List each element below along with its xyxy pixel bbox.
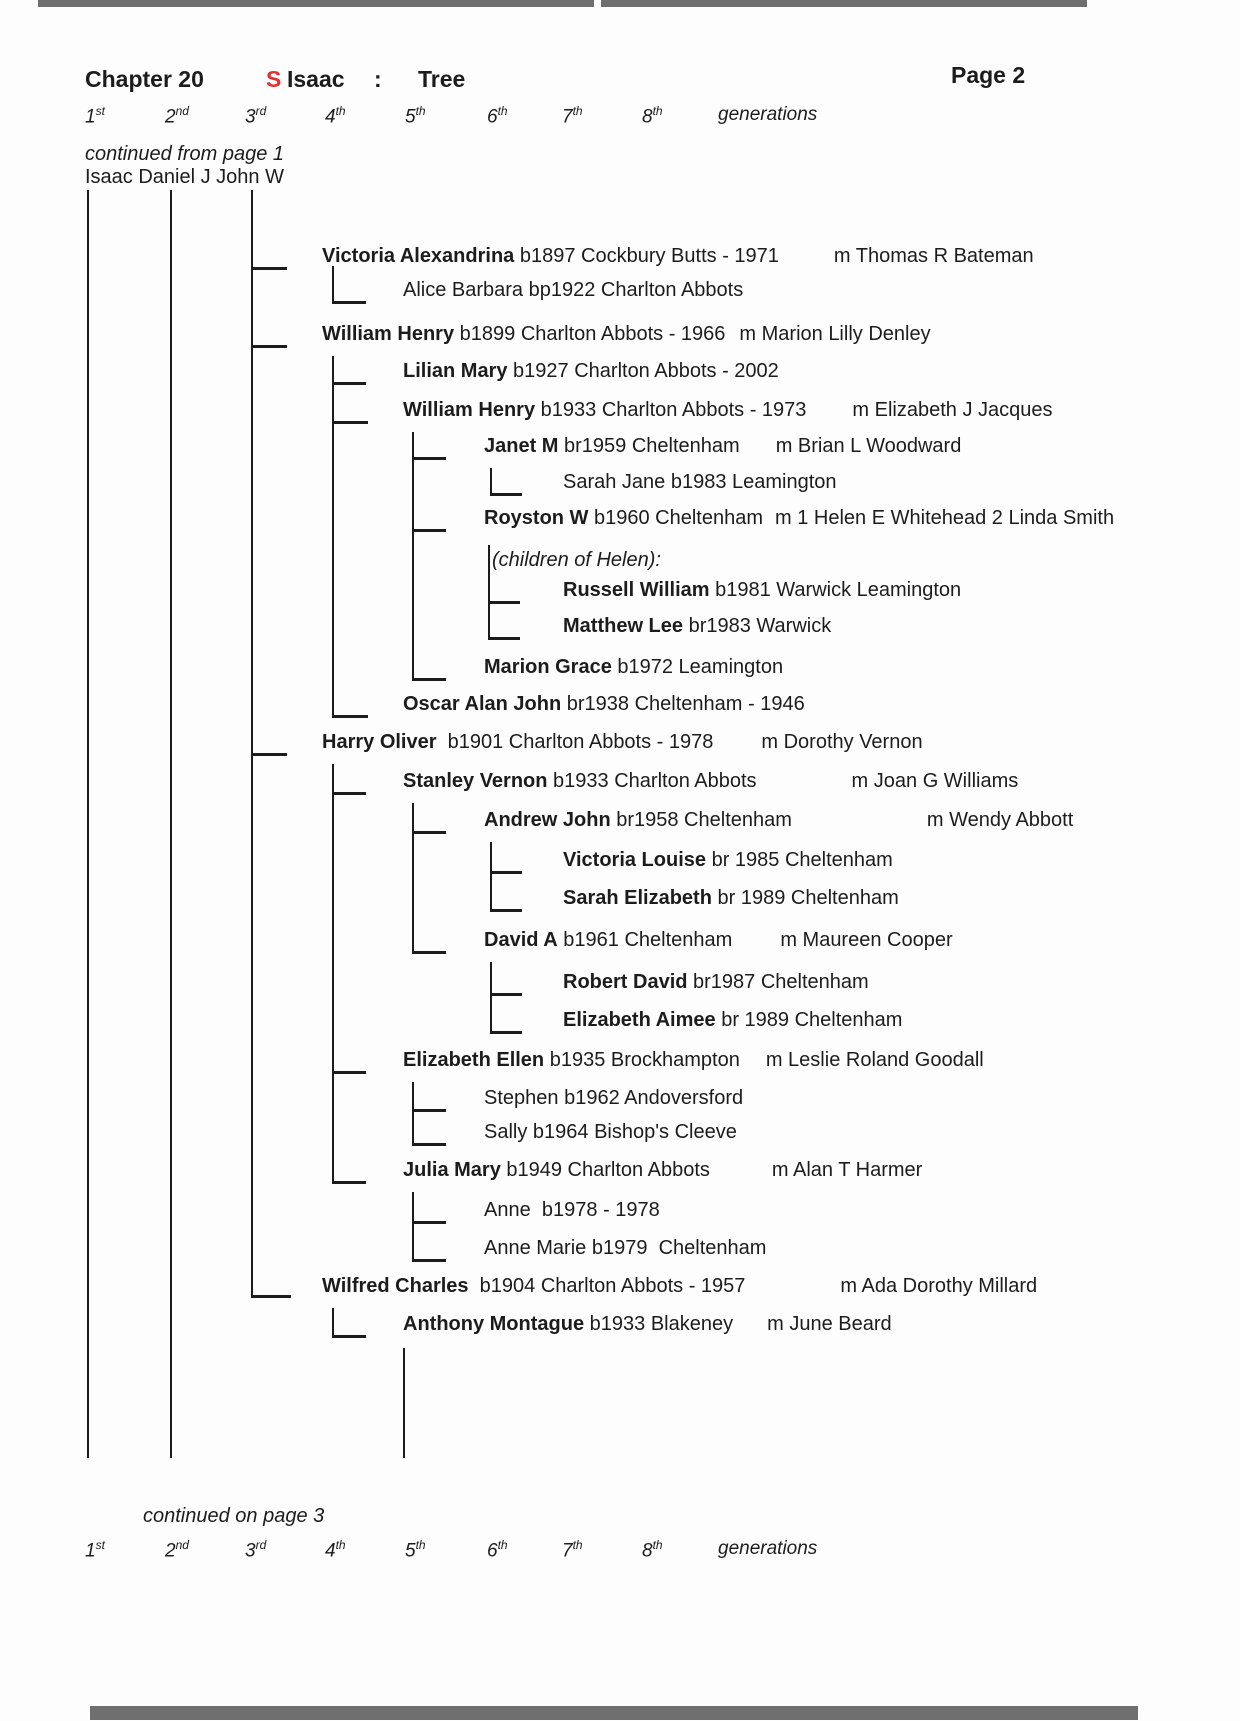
person-detail: b1949 Charlton Abbots	[500, 1159, 710, 1181]
tree-entry	[403, 1158, 922, 1182]
marriage-info: m June Beard	[767, 1313, 892, 1335]
tree-connector-branch	[332, 792, 366, 795]
person-detail: b1933 Charlton Abbots - 1973	[535, 399, 807, 421]
tree-connector-branch	[332, 715, 368, 718]
tree-entry	[563, 578, 961, 602]
marriage-info: m Maureen Cooper	[780, 929, 953, 951]
tree-entry	[484, 434, 961, 458]
person-name: Andrew John	[484, 809, 611, 831]
person-name: Wilfred Charles	[322, 1275, 469, 1297]
page-number: Page 2	[951, 62, 1026, 88]
tree-entry	[322, 1274, 1037, 1298]
marriage-info: m Ada Dorothy Millard	[840, 1275, 1038, 1297]
person-detail: b1972 Leamington	[611, 656, 784, 678]
tree-connector-branch	[488, 637, 520, 640]
generation-label: 4th	[325, 104, 346, 128]
tree-connector-branch	[412, 1221, 446, 1224]
tree-entry	[322, 322, 931, 346]
tree-entry	[484, 1086, 743, 1110]
generation-label: 2nd	[165, 1538, 189, 1562]
person-name: Royston W	[484, 507, 589, 529]
tree-entry	[563, 848, 893, 872]
person-detail: b1897 Cockbury Butts - 1971	[514, 245, 779, 267]
tree-entry	[403, 278, 743, 302]
tree-connector-branch	[332, 1071, 366, 1074]
tree-connector-branch	[332, 1335, 366, 1338]
tree-entry	[484, 808, 1073, 832]
person-name: Victoria Louise	[563, 849, 707, 871]
person-name: Sarah Elizabeth	[563, 887, 712, 909]
tree-entry	[322, 730, 923, 754]
generation-label: 5th	[405, 1538, 426, 1562]
person-name: Russell William	[563, 579, 710, 601]
marriage-info: m Brian L Woodward	[775, 435, 962, 457]
person-name: Janet M	[484, 435, 559, 457]
person-name: Matthew Lee	[563, 615, 684, 637]
marriage-info: m Marion Lilly Denley	[739, 323, 931, 345]
tree-connector-branch	[412, 1143, 446, 1146]
continued-from-note: continued from page 1	[85, 143, 285, 165]
scan-bar	[38, 0, 594, 7]
person-detail: b1961 Cheltenham	[557, 929, 733, 951]
person-name: Sally	[484, 1121, 528, 1143]
root-ancestor-line: Isaac Daniel J John W	[85, 166, 284, 188]
tree-entry	[403, 1312, 892, 1336]
tree-entry	[563, 1008, 902, 1032]
person-name: Robert David	[563, 971, 688, 993]
person-detail: br1987 Cheltenham	[687, 971, 869, 993]
person-name: Oscar Alan John	[403, 693, 562, 715]
person-name: David A	[484, 929, 558, 951]
person-detail: br 1985 Cheltenham	[706, 849, 893, 871]
tree-connector-branch	[490, 993, 522, 996]
tree-connector-branch	[332, 1181, 366, 1184]
tree-connector-branch	[490, 1031, 522, 1034]
person-detail: br1938 Cheltenham - 1946	[561, 693, 805, 715]
heading-colon: :	[374, 66, 382, 92]
generation-label: 8th	[642, 1538, 663, 1562]
tree-connector-vertical	[251, 190, 253, 1298]
person-name: Lilian Mary	[403, 360, 508, 382]
person-detail: b1983 Leamington	[665, 471, 837, 493]
tree-connector-vertical	[490, 842, 492, 910]
generation-label: 7th	[562, 1538, 583, 1562]
person-name: Marion Grace	[484, 656, 612, 678]
tree-connector-vertical	[332, 764, 334, 1182]
marriage-info: m Joan G Williams	[851, 770, 1019, 792]
tree-connector-branch	[251, 753, 287, 756]
person-name: Harry Oliver	[322, 731, 437, 753]
tree-entry	[403, 769, 1018, 793]
person-name: William Henry	[403, 399, 536, 421]
generation-scale-bottom	[0, 1538, 1240, 1566]
surname-initial: S	[266, 66, 282, 92]
generation-label: 4th	[325, 1538, 346, 1562]
person-name: William Henry	[322, 323, 455, 345]
generation-label: 5th	[405, 104, 426, 128]
person-name: Anne Marie	[484, 1237, 587, 1259]
tree-entry	[322, 244, 1034, 268]
marriage-info: m Wendy Abbott	[926, 809, 1074, 831]
person-detail: b1960 Cheltenham	[588, 507, 764, 529]
scan-bar	[90, 1706, 1138, 1720]
tree-connector-branch	[490, 871, 522, 874]
tree-connector-branch	[412, 951, 446, 954]
tree-connector-vertical	[170, 190, 172, 1458]
tree-entry	[484, 506, 1114, 530]
tree-connector-branch	[412, 831, 446, 834]
person-detail: b1935 Brockhampton	[544, 1049, 740, 1071]
tree-entry	[563, 470, 837, 494]
generation-label: 1st	[85, 1538, 105, 1562]
tree-connector-branch	[412, 457, 446, 460]
person-name: Stanley Vernon	[403, 770, 548, 792]
person-name: Elizabeth Aimee	[563, 1009, 716, 1031]
tree-connector-branch	[412, 678, 446, 681]
tree-connector-branch	[412, 529, 446, 532]
person-name: Elizabeth Ellen	[403, 1049, 545, 1071]
tree-entry	[403, 692, 805, 716]
tree-connector-vertical	[412, 432, 414, 679]
tree-entry	[484, 1120, 737, 1144]
tree-entry	[403, 398, 1053, 422]
generation-label: 6th	[487, 1538, 508, 1562]
tree-connector-branch	[412, 1259, 446, 1262]
person-detail: b1962 Andoversford	[558, 1087, 744, 1109]
marriage-info: m Alan T Harmer	[771, 1159, 923, 1181]
generation-label: 2nd	[165, 104, 189, 128]
marriage-info: m Thomas R Bateman	[833, 245, 1034, 267]
person-name: Sarah Jane	[563, 471, 666, 493]
tree-connector-vertical	[412, 1082, 414, 1144]
person-detail: b1933 Charlton Abbots	[547, 770, 757, 792]
generations-word: generations	[718, 1538, 818, 1559]
tree-connector-vertical	[490, 468, 492, 494]
person-name: Stephen	[484, 1087, 559, 1109]
person-detail: br1958 Cheltenham	[610, 809, 792, 831]
person-detail: br1959 Cheltenham	[558, 435, 740, 457]
tree-connector-vertical	[488, 545, 490, 638]
tree-connector-vertical	[87, 190, 89, 1458]
tree-connector-branch	[488, 601, 520, 604]
tree-connector-branch	[490, 493, 522, 496]
person-detail: br 1989 Cheltenham	[711, 887, 899, 909]
tree-connector-branch	[251, 267, 287, 270]
person-name: Anne	[484, 1199, 531, 1221]
surname: Isaac	[287, 66, 345, 92]
tree-entry	[484, 928, 953, 952]
tree-connector-vertical	[403, 1348, 405, 1458]
person-name: Anthony Montague	[403, 1313, 585, 1335]
continued-on-note: continued on page 3	[143, 1505, 325, 1527]
person-detail: b1901 Charlton Abbots - 1978	[436, 731, 714, 753]
person-detail: b1927 Charlton Abbots - 2002	[507, 360, 779, 382]
person-detail: br 1989 Cheltenham	[715, 1009, 903, 1031]
tree-entry	[403, 1048, 984, 1072]
generations-word: generations	[718, 104, 818, 125]
person-name: Victoria Alexandrina	[322, 245, 515, 267]
person-name: Alice Barbara	[403, 279, 524, 301]
tree-connector-vertical	[332, 1308, 334, 1336]
tree-connector-branch	[332, 301, 366, 304]
tree-connector-branch	[332, 382, 366, 385]
tree-connector-vertical	[332, 266, 334, 302]
tree-connector-branch	[490, 909, 522, 912]
tree-connector-branch	[251, 345, 287, 348]
person-detail: b1904 Charlton Abbots - 1957	[468, 1275, 746, 1297]
marriage-info: m 1 Helen E Whitehead 2 Linda Smith	[775, 507, 1115, 529]
tree-heading: Tree	[418, 66, 466, 92]
generation-label: 1st	[85, 104, 105, 128]
person-detail: bp1922 Charlton Abbots	[523, 279, 744, 301]
scan-bar	[601, 0, 1087, 7]
person-detail: b1964 Bishop's Cleeve	[527, 1121, 737, 1143]
marriage-info: m Dorothy Vernon	[761, 731, 923, 753]
tree-entry	[563, 886, 899, 910]
tree-entry	[484, 1236, 766, 1260]
person-name: Julia Mary	[403, 1159, 501, 1181]
person-detail: b1981 Warwick Leamington	[709, 579, 962, 601]
marriage-info: m Elizabeth J Jacques	[852, 399, 1053, 421]
tree-entry	[563, 970, 869, 994]
tree-connector-vertical	[412, 803, 414, 952]
tree-connector-vertical	[332, 356, 334, 716]
chapter-heading: Chapter 20	[85, 66, 204, 92]
person-detail: b1933 Blakeney	[584, 1313, 734, 1335]
person-detail: b1979 Cheltenham	[586, 1237, 767, 1259]
tree-entry	[563, 614, 831, 638]
generation-label: 3rd	[245, 1538, 267, 1562]
tree-entry	[484, 1198, 660, 1222]
children-note: (children of Helen):	[492, 549, 661, 571]
tree-connector-branch	[251, 1295, 291, 1298]
person-detail: b1899 Charlton Abbots - 1966	[454, 323, 726, 345]
generation-scale-top	[0, 104, 1240, 132]
generation-label: 7th	[562, 104, 583, 128]
marriage-info: m Leslie Roland Goodall	[765, 1049, 984, 1071]
tree-connector-vertical	[412, 1192, 414, 1260]
person-detail: b1978 - 1978	[530, 1199, 660, 1221]
generation-label: 3rd	[245, 104, 267, 128]
tree-connector-vertical	[490, 962, 492, 1032]
person-detail: br1983 Warwick	[683, 615, 832, 637]
tree-entry	[403, 359, 779, 383]
tree-entry	[484, 655, 783, 679]
tree-connector-branch	[332, 421, 368, 424]
generation-label: 8th	[642, 104, 663, 128]
tree-connector-branch	[412, 1109, 446, 1112]
generation-label: 6th	[487, 104, 508, 128]
